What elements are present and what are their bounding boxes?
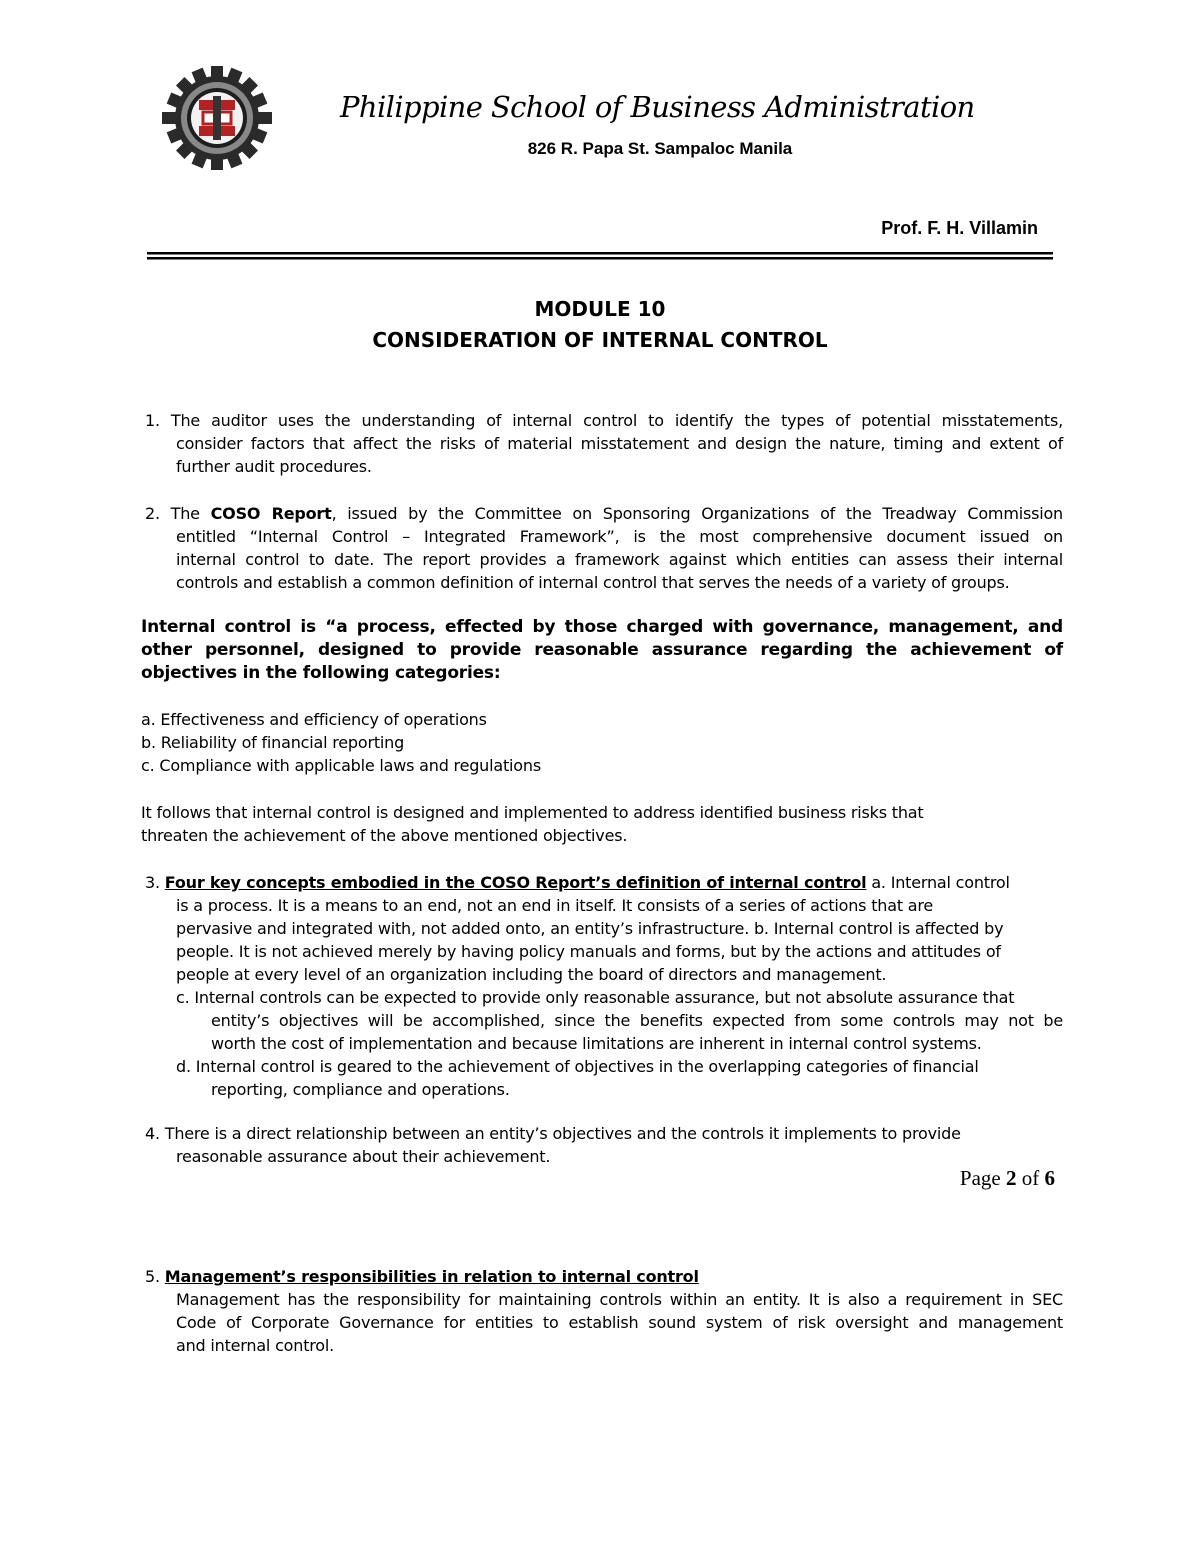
definition-line: Internal control is “a process, effected by those charged with governance, management, and bbox=[141, 617, 1063, 637]
concept-d-line: d. Internal control is geared to the achievement of objectives in the overlapping categories of financial bbox=[176, 1057, 979, 1076]
item-3-heading: Four key concepts embodied in the COSO Report’s definition of internal control bbox=[164, 873, 867, 892]
concept-d-line: reporting, compliance and operations. bbox=[211, 1080, 510, 1099]
paragraph-line: people at every level of an organization including the board of directors and management. bbox=[176, 965, 887, 984]
paragraph-line: Code of Corporate Governance for entities to establish sound system of risk oversight and management bbox=[176, 1313, 1063, 1332]
objective-categories-list bbox=[141, 708, 1041, 777]
item-5-heading-line bbox=[145, 1265, 1063, 1288]
page-of: of bbox=[1016, 1166, 1045, 1190]
paragraph-line: people. It is not achieved merely by having policy manuals and forms, but by the actions and attitudes of bbox=[176, 942, 1001, 961]
professor-name: Prof. F. H. Villamin bbox=[881, 218, 1038, 238]
internal-control-definition bbox=[141, 616, 1063, 685]
paragraph-line: 4. There is a direct relationship between an entity’s objectives and the controls it implements to provide bbox=[145, 1124, 961, 1143]
item-2-prefix: 2. The bbox=[145, 504, 211, 523]
page-current: 2 bbox=[1006, 1166, 1017, 1190]
paragraph-line bbox=[145, 502, 1063, 525]
item-5-paragraph bbox=[145, 1265, 1063, 1357]
school-address: 826 R. Papa St. Sampaloc Manila bbox=[527, 139, 793, 158]
category-item: b. Reliability of financial reporting bbox=[141, 733, 405, 752]
paragraph-line: 1. The auditor uses the understanding of internal control to identify the types of potential misstatements, bbox=[145, 411, 1063, 430]
item-3-number: 3. bbox=[145, 873, 165, 892]
paragraph-line: and internal control. bbox=[176, 1336, 335, 1355]
concept-c-line: c. Internal controls can be expected to provide only reasonable assurance, but not absolute assurance that bbox=[176, 988, 1015, 1007]
paragraph-line: entitled “Internal Control – Integrated Framework”, is the most comprehensive document issued on bbox=[176, 527, 1063, 546]
paragraph-line: internal control to date. The report provides a framework against which entities can assess their internal bbox=[176, 550, 1063, 569]
page-number bbox=[900, 1166, 1055, 1191]
item-5-number: 5. bbox=[145, 1267, 165, 1286]
item-3-after-heading: a. Internal control bbox=[866, 873, 1010, 892]
paragraph-line: It follows that internal control is designed and implemented to address identified business risks that bbox=[141, 803, 924, 822]
concept-c-line: worth the cost of implementation and because limitations are inherent in internal control systems. bbox=[211, 1034, 982, 1053]
follows-paragraph bbox=[141, 801, 1041, 847]
definition-line: other personnel, designed to provide reasonable assurance regarding the achievement of bbox=[141, 640, 1063, 660]
paragraph-line: controls and establish a common definition of internal control that serves the needs of a variety of groups. bbox=[176, 573, 1010, 592]
module-number: MODULE 10 bbox=[534, 297, 666, 321]
item-1-paragraph bbox=[145, 409, 1063, 478]
item-3-heading-line bbox=[145, 871, 1063, 894]
item-5-heading: Management’s responsibilities in relation to internal control bbox=[164, 1267, 699, 1286]
item-2-paragraph bbox=[145, 502, 1063, 594]
item-3-paragraph bbox=[145, 871, 1063, 1101]
item-2-rest: , issued by the Committee on Sponsoring Organizations of the Treadway Commission bbox=[331, 504, 1063, 523]
definition-line: objectives in the following categories: bbox=[141, 663, 501, 683]
page-total: 6 bbox=[1044, 1166, 1055, 1190]
coso-report-term: COSO Report bbox=[210, 504, 332, 523]
paragraph-line: Management has the responsibility for maintaining controls within an entity. It is also a requirement in SEC bbox=[176, 1290, 1063, 1309]
paragraph-line: further audit procedures. bbox=[176, 457, 372, 476]
school-name: Philippine School of Business Administration bbox=[340, 90, 975, 124]
paragraph-line: is a process. It is a means to an end, not an end in itself. It consists of a series of actions that are bbox=[176, 896, 934, 915]
school-seal-gear-icon bbox=[162, 66, 272, 170]
paragraph-line: reasonable assurance about their achievement. bbox=[176, 1147, 551, 1166]
item-4-paragraph bbox=[145, 1122, 1045, 1168]
category-item: a. Effectiveness and efficiency of operations bbox=[141, 710, 487, 729]
category-item: c. Compliance with applicable laws and regulations bbox=[141, 756, 541, 775]
paragraph-line: threaten the achievement of the above mentioned objectives. bbox=[141, 826, 628, 845]
double-rule-divider bbox=[147, 247, 1053, 259]
module-title: CONSIDERATION OF INTERNAL CONTROL bbox=[372, 328, 828, 352]
paragraph-line: pervasive and integrated with, not added onto, an entity’s infrastructure. b. Internal control is affected by bbox=[176, 919, 1004, 938]
paragraph-line: consider factors that affect the risks of material misstatement and design the nature, timing and extent of bbox=[176, 434, 1063, 453]
concept-c-line: entity’s objectives will be accomplished, since the benefits expected from some controls may not be bbox=[211, 1011, 1063, 1030]
page-label: Page bbox=[959, 1166, 1006, 1190]
